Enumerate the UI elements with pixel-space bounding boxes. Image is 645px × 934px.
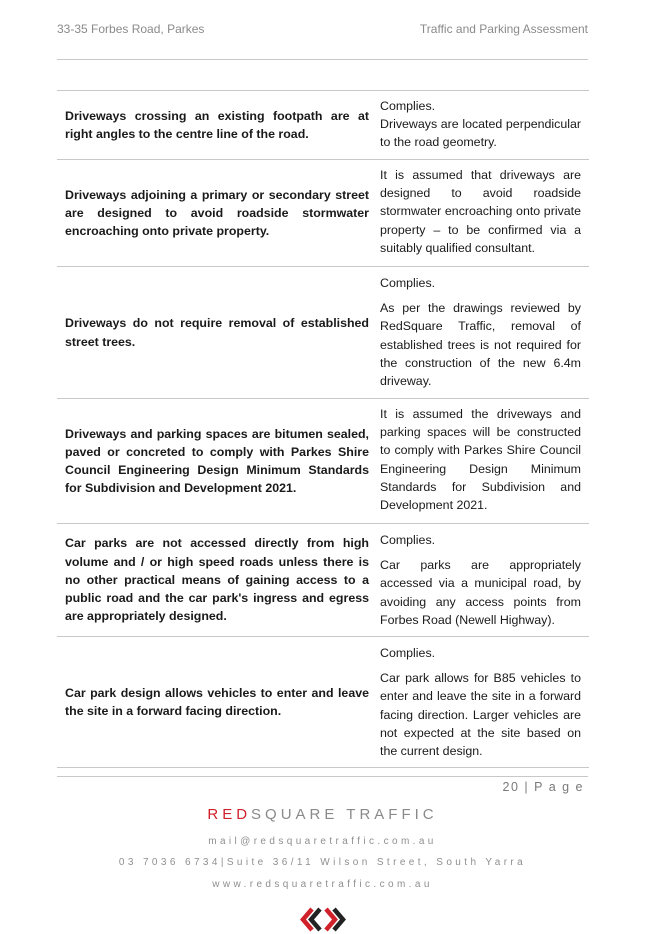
response-text: Car park allows for B85 vehicles to enter and leave the site in a forward facing direction. Larger vehicles are not expected at the site based on the current design. — [380, 671, 581, 759]
brand-wordmark-red: RED — [207, 806, 252, 823]
response-status: Complies. — [380, 99, 436, 113]
table-row — [57, 159, 589, 266]
table-row — [57, 90, 589, 159]
response-cell — [373, 524, 589, 636]
brand-wordmark-grey: SQUARE TRAFFIC — [251, 806, 438, 823]
page-header — [57, 22, 588, 42]
header-document-title: Traffic and Parking Assessment — [419, 22, 588, 36]
requirement-cell: Driveways and parking spaces are bitumen sealed, paved or concreted to comply with Parkes Shire Council Engineering Design Minimum Standards for Subdivision and Development 2021. — [65, 426, 369, 496]
table-row — [57, 636, 589, 768]
response-text: It is assumed that driveways are designed to avoid roadside stormwater encroaching onto private property – to be confirmed via a suitably qualified consultant. — [380, 168, 581, 255]
response-cell — [373, 637, 589, 767]
response-text: It is assumed the driveways and parking spaces will be constructed to comply with Parkes Shire Council Engineering Design Minimum Standards for Subdivision and Development 2021. — [380, 407, 581, 513]
response-status: Complies. — [380, 646, 436, 660]
response-text: Car parks are appropriately accessed via a municipal road, by avoiding any access points from Forbes Road (Newell Highway). — [380, 558, 581, 627]
requirement-cell: Car park design allows vehicles to enter and leave the site in a forward facing direction. — [65, 685, 369, 718]
requirement-cell: Driveways crossing an existing footpath are at right angles to the centre line of the road. — [65, 108, 369, 141]
table-row — [57, 398, 589, 523]
requirement-cell: Car parks are not accessed directly from high volume and / or high speed roads unless there is no other practical means of gaining access to a public road and the car park's ingress and egress are appropriately designed. — [65, 536, 369, 624]
response-cell — [373, 160, 589, 266]
page-number: 20 | P a g e — [502, 780, 584, 794]
response-cell — [373, 91, 589, 159]
compliance-table — [57, 90, 589, 768]
requirement-cell: Driveways adjoining a primary or secondary street are designed to avoid roadside stormwater encroaching onto private property. — [65, 187, 369, 239]
response-status: Complies. — [380, 276, 436, 290]
response-cell — [373, 399, 589, 523]
footer-address: 03 7036 6734|Suite 36/11 Wilson Street, South Yarra — [118, 857, 527, 868]
footer-website: www.redsquaretraffic.com.au — [212, 879, 433, 890]
table-row — [57, 266, 589, 398]
footer-email: mail@redsquaretraffic.com.au — [208, 836, 437, 847]
response-text: Driveways are located perpendicular to the road geometry. — [380, 117, 581, 150]
response-text: As per the drawings reviewed by RedSquare Traffic, removal of established trees is not required for the construction of the new 6.4m driveway. — [380, 301, 581, 389]
response-status: Complies. — [380, 533, 436, 547]
header-rule — [57, 59, 588, 60]
header-address: 33-35 Forbes Road, Parkes — [57, 22, 205, 36]
redsquare-logo-icon — [300, 905, 346, 934]
response-cell — [373, 267, 589, 398]
footer-rule — [57, 776, 588, 777]
brand-wordmark — [0, 806, 645, 823]
requirement-cell: Driveways do not require removal of established street trees. — [65, 316, 369, 349]
table-row — [57, 523, 589, 636]
